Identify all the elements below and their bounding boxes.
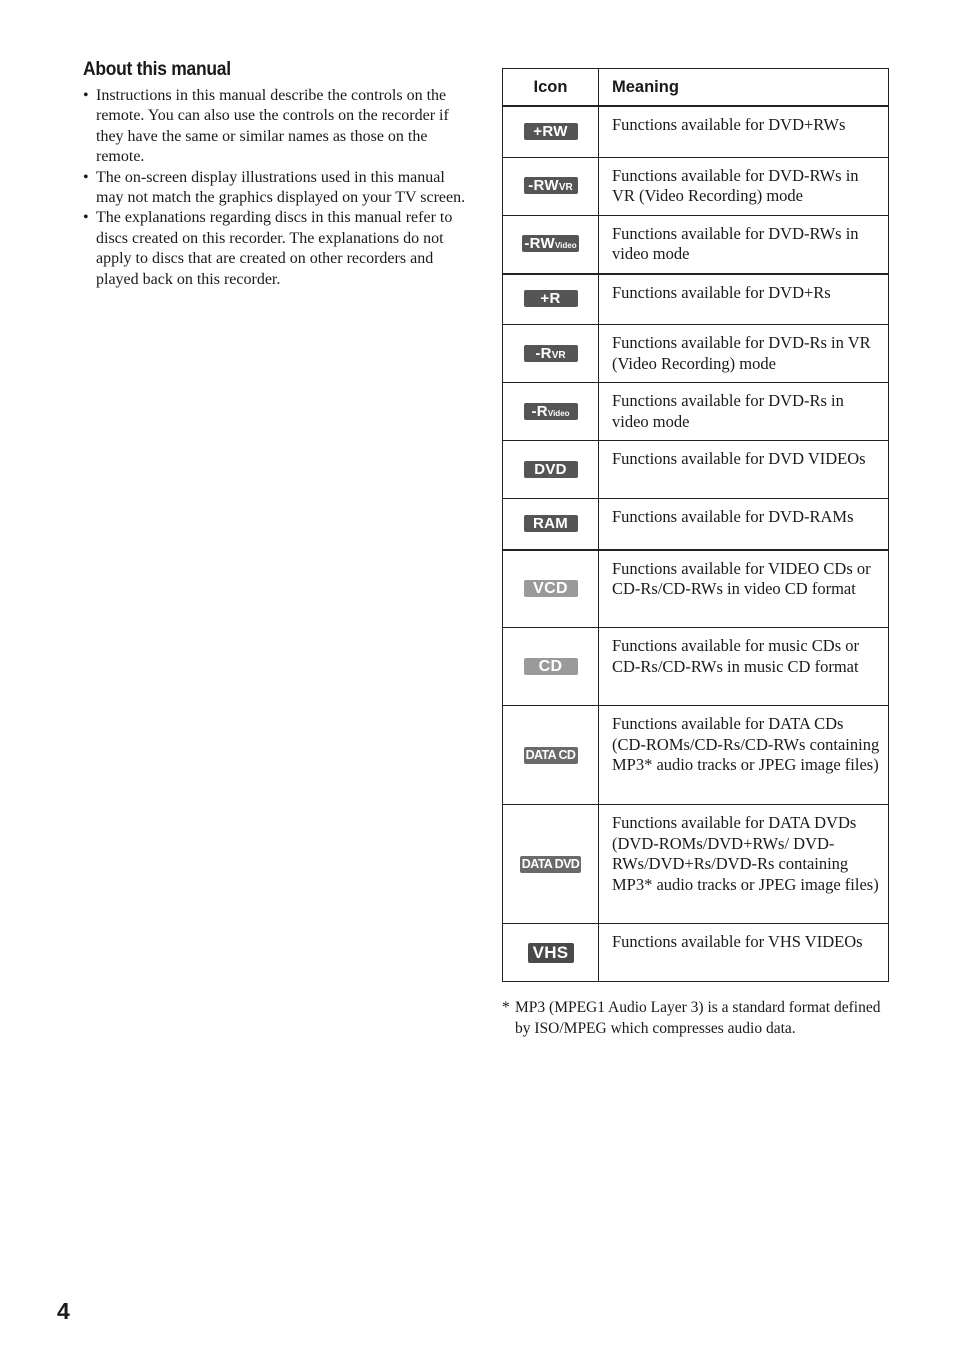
icon-cell	[503, 499, 599, 550]
icon-cell	[503, 325, 599, 383]
meaning-cell: Functions available for VHS VIDEOs	[599, 924, 889, 982]
meaning-cell: Functions available for DATA CDs (CD-ROMs/CD-Rs/CD-RWs containing MP3* audio tracks or JPEG image files)	[599, 706, 889, 805]
disc-icon-table	[502, 68, 889, 982]
about-section	[83, 58, 469, 290]
table-row	[503, 383, 889, 441]
meaning-cell: Functions available for music CDs or CD-Rs/CD-RWs in music CD format	[599, 628, 889, 706]
icon-cell	[503, 706, 599, 805]
icon-cell	[503, 805, 599, 924]
icon-cell	[503, 274, 599, 325]
dvd-video-icon: DVD	[524, 461, 578, 478]
music-cd-icon: CD	[524, 658, 578, 675]
footnote	[502, 998, 892, 1039]
table-row	[503, 106, 889, 157]
footnote-text: MP3 (MPEG1 Audio Layer 3) is a standard format defined by ISO/MPEG which compresses audio data.	[515, 999, 881, 1037]
data-dvd-icon: DATA DVD	[521, 857, 580, 871]
dvd-minus-r-video-icon: -RVideo	[524, 403, 578, 420]
icon-cell	[503, 106, 599, 157]
section-title: About this manual	[83, 59, 231, 80]
meaning-cell: Functions available for DVD-Rs in VR (Video Recording) mode	[599, 325, 889, 383]
table-row	[503, 274, 889, 325]
icon-cell	[503, 628, 599, 706]
video-cd-icon: VCD	[524, 580, 578, 597]
dvd-minus-rw-video-icon: -RWVideo	[524, 235, 577, 252]
table-row	[503, 706, 889, 805]
meaning-cell: Functions available for DVD-RWs in VR (Video Recording) mode	[599, 157, 889, 215]
table-row	[503, 550, 889, 628]
bullet-item: • Instructions in this manual describe the controls on the remote. You can also use the controls on the recorder if they have the same or similar names as those on the remote.	[83, 86, 469, 168]
icon-cell	[503, 383, 599, 441]
icon-cell	[503, 550, 599, 628]
dvd-plus-r-icon: +R	[524, 290, 578, 307]
table-header-row	[503, 69, 889, 107]
data-cd-icon: DATA CD	[524, 747, 578, 764]
dvd-ram-icon: RAM	[524, 515, 578, 532]
dvd-minus-rw-vr-icon: -RWVR	[524, 177, 578, 194]
icon-cell	[503, 924, 599, 982]
table-row	[503, 805, 889, 924]
meaning-cell: Functions available for DVD-RAMs	[599, 499, 889, 550]
bullet-list	[83, 86, 469, 290]
dvd-plus-rw-icon: +RW	[524, 123, 578, 140]
icon-cell	[503, 215, 599, 274]
meaning-cell: Functions available for VIDEO CDs or CD-Rs/CD-RWs in video CD format	[599, 550, 889, 628]
table-row	[503, 215, 889, 274]
icon-cell	[503, 157, 599, 215]
meaning-cell: Functions available for DVD VIDEOs	[599, 441, 889, 499]
footnote-mark: *	[502, 999, 510, 1016]
table-row	[503, 325, 889, 383]
meaning-cell: Functions available for DVD-RWs in video mode	[599, 215, 889, 274]
table-row	[503, 924, 889, 982]
table-row	[503, 441, 889, 499]
vhs-icon: VHS	[528, 943, 574, 963]
bullet-item: • The on-screen display illustrations used in this manual may not match the graphics displayed on your TV screen.	[83, 168, 469, 209]
table-row	[503, 628, 889, 706]
icon-cell	[503, 441, 599, 499]
meaning-cell: Functions available for DVD+Rs	[599, 274, 889, 325]
table-row	[503, 499, 889, 550]
table-row	[503, 157, 889, 215]
meaning-cell: Functions available for DATA DVDs (DVD-ROMs/DVD+RWs/ DVD-RWs/DVD+Rs/DVD-Rs containing MP3* audio tracks or JPEG image files)	[599, 805, 889, 924]
dvd-minus-r-vr-icon: -RVR	[524, 345, 578, 362]
bullet-item: • The explanations regarding discs in this manual refer to discs created on this recorder. The explanations do not apply to discs that are created on other recorders and played back on this recorder.	[83, 208, 469, 290]
page-number: 4	[57, 1298, 70, 1324]
icon-column-header: Icon	[503, 69, 599, 107]
meaning-cell: Functions available for DVD-Rs in video mode	[599, 383, 889, 441]
meaning-cell: Functions available for DVD+RWs	[599, 106, 889, 157]
meaning-column-header: Meaning	[599, 69, 889, 107]
